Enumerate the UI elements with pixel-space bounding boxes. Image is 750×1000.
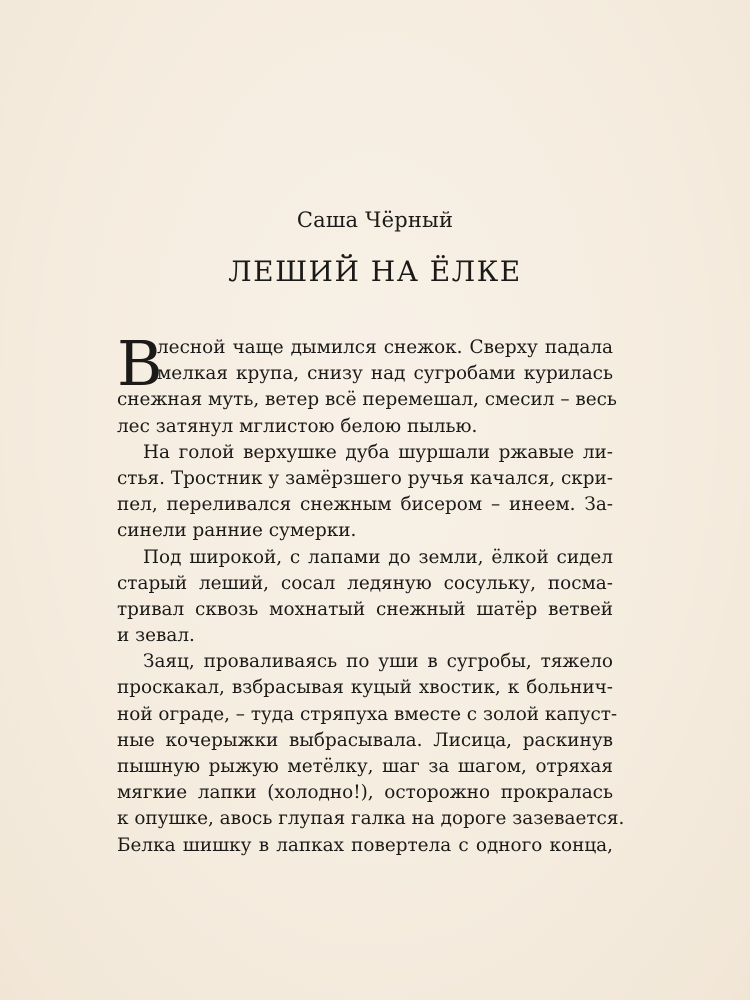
author-name: Саша Чёрный bbox=[296, 208, 454, 232]
text-line: На голой верхушке дуба шуршали ржавые ли- bbox=[143, 441, 613, 463]
story-body bbox=[117, 327, 625, 859]
text-line: стья. Тростник у замёрзшего ручья качался, скри- bbox=[117, 467, 613, 489]
text-line: ные кочерыжки выбрасывала. Лисица, раскинув bbox=[117, 729, 613, 751]
text-line: лес затянул мглистою белою пылью. bbox=[117, 415, 478, 437]
text-line: мягкие лапки (холодно!), осторожно прокралась bbox=[117, 782, 613, 804]
text-line: и зевал. bbox=[117, 625, 195, 647]
text-line: к опушке, авось глупая галка на дороге зазевается. bbox=[117, 808, 625, 830]
text-line: Заяц, проваливаясь по уши в сугробы, тяжело bbox=[143, 651, 613, 673]
story-title: ЛЕШИЙ НА ЁЛКЕ bbox=[228, 255, 522, 288]
text-line: лесной чаще дымился снежок. Сверху падала bbox=[157, 337, 613, 358]
text-line: мелкая крупа, снизу над сугробами курилась bbox=[157, 363, 613, 385]
text-line: синели ранние сумерки. bbox=[117, 520, 357, 542]
text-line: тривал сквозь мохнатый снежный шатёр ветвей bbox=[117, 598, 613, 620]
text-line: снежная муть, ветер всё перемешал, смесил – весь bbox=[117, 389, 617, 411]
text-line: пел, переливался снежным бисером – инеем. За- bbox=[117, 494, 613, 516]
text-line: проскакал, взбрасывая куцый хвостик, к больнич- bbox=[117, 677, 613, 699]
drop-cap: В bbox=[117, 327, 163, 400]
text-line: Белка шишку в лапках повертела с одного конца, bbox=[117, 834, 613, 856]
text-line: старый леший, сосал ледяную сосульку, посма- bbox=[117, 572, 613, 594]
text-line: ной ограде, – туда стряпуха вместе с золой капуст- bbox=[117, 703, 618, 725]
text-line: пышную рыжую метёлку, шаг за шагом, отряхая bbox=[117, 756, 613, 777]
text-line: Под широкой, с лапами до земли, ёлкой сидел bbox=[143, 546, 613, 568]
